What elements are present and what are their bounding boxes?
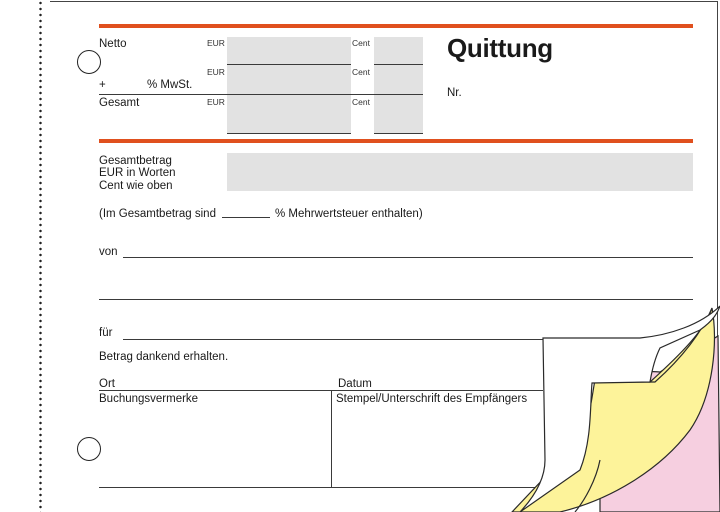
eur-label-mwst: EUR [207,67,225,77]
gesamt-label: Gesamt [99,97,140,109]
netto-label: Netto [99,38,127,50]
im-gesamtbetrag-label: (Im Gesamtbetrag sind [99,208,216,220]
fuer-label: für [99,327,113,339]
eur-label-netto: EUR [207,38,225,48]
von-label: von [99,246,118,258]
cent-label-gesamt: Cent [352,97,370,107]
eur-label-gesamt: EUR [207,97,225,107]
gesamtbetrag-label: Gesamtbetrag [99,155,172,167]
plus-label: + [99,79,106,91]
cent-label-netto: Cent [352,38,370,48]
eur-in-worten-label: EUR in Worten [99,167,176,179]
datum-label: Datum [338,378,372,390]
stempel-label: Stempel/Unterschrift des Empfängers [336,393,528,405]
betrag-dankend-label: Betrag dankend erhalten. [99,351,229,363]
nr-label: Nr. [447,87,462,99]
ort-label: Ort [99,378,115,390]
cent-label-mwst: Cent [352,67,370,77]
mwst-label: % MwSt. [147,79,193,91]
page-title: Quittung [447,33,553,63]
cent-wie-oben-label: Cent wie oben [99,180,173,192]
mehrwertsteuer-label: % Mehrwertsteuer enthalten) [275,208,423,220]
buchungsvermerke-label: Buchungsvermerke [99,393,199,405]
